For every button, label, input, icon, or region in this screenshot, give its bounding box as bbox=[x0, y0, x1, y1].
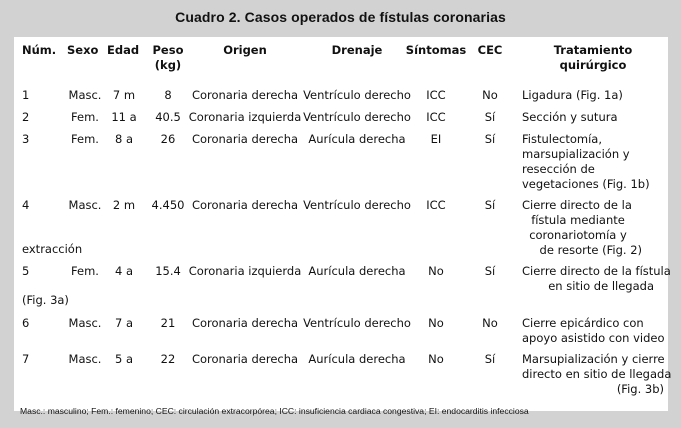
cell-tratamiento-line: en sitio de llegada bbox=[548, 279, 654, 293]
cell-drenaje: Ventrículo derecho bbox=[303, 316, 411, 330]
cell-peso: 22 bbox=[160, 352, 176, 366]
cell-origen: Coronaria izquierda bbox=[188, 264, 302, 278]
cell-cec: No bbox=[482, 88, 498, 102]
cell-sintomas: No bbox=[428, 316, 444, 330]
header-peso-unit: (kg) bbox=[154, 58, 182, 72]
cell-cec: Sí bbox=[484, 264, 496, 278]
cell-tratamiento-line: marsupialización y bbox=[522, 147, 630, 161]
cell-origen: Coronaria derecha bbox=[191, 316, 299, 330]
cell-tratamiento-line: Marsupialización y cierre bbox=[522, 352, 665, 366]
cell-sintomas: ICC bbox=[426, 88, 446, 102]
cell-origen: Coronaria derecha bbox=[191, 352, 299, 366]
cell-cec: Sí bbox=[484, 352, 496, 366]
cell-drenaje: Ventrículo derecho bbox=[303, 88, 411, 102]
header-num: Núm. bbox=[22, 43, 57, 57]
cell-tratamiento-line: Cierre directo de la bbox=[522, 198, 632, 212]
cell-tratamiento-line: Cierre directo de la fístula bbox=[522, 264, 671, 278]
cell-sexo: Masc. bbox=[68, 316, 102, 330]
header-edad: Edad bbox=[107, 43, 140, 57]
cell-edad: 2 m bbox=[112, 198, 136, 212]
cell-sexo: Fem. bbox=[71, 110, 99, 124]
cell-sexo: Masc. bbox=[68, 88, 102, 102]
cell-sintomas: No bbox=[428, 264, 444, 278]
cell-origen: Coronaria derecha bbox=[191, 88, 299, 102]
cell-drenaje: Aurícula derecha bbox=[308, 352, 406, 366]
cell-tratamiento-line: apoyo asistido con video bbox=[522, 331, 665, 345]
cell-peso: 15.4 bbox=[155, 264, 181, 278]
cell-tratamiento-line: Cierre epicárdico con bbox=[522, 316, 644, 330]
cell-sintomas: EI bbox=[430, 132, 442, 146]
header-cec: CEC bbox=[477, 43, 503, 57]
cell-cec: No bbox=[482, 316, 498, 330]
cell-tratamiento-line: Fistulectomía, bbox=[522, 132, 603, 146]
cell-drenaje: Ventrículo derecho bbox=[303, 198, 411, 212]
cell-cec: Sí bbox=[484, 198, 496, 212]
cell-peso: 21 bbox=[160, 316, 176, 330]
cell-sexo: Fem. bbox=[71, 264, 99, 278]
cell-edad: 8 a bbox=[114, 132, 134, 146]
cell-edad: 7 m bbox=[112, 88, 136, 102]
cell-drenaje: Aurícula derecha bbox=[308, 264, 406, 278]
header-tratamiento: Tratamiento bbox=[553, 43, 633, 57]
header-tratamiento-2: quirúrgico bbox=[559, 58, 627, 72]
cell-sexo: Masc. bbox=[68, 198, 102, 212]
cell-edad: 4 a bbox=[114, 264, 134, 278]
cell-num: 3 bbox=[22, 132, 30, 146]
cell-num: 1 bbox=[22, 88, 30, 102]
cell-tratamiento-line: (Fig. 3b) bbox=[616, 382, 664, 396]
header-drenaje: Drenaje bbox=[331, 43, 383, 57]
cell-tratamiento-line: Ligadura (Fig. 1a) bbox=[522, 88, 623, 102]
cell-tratamiento-line: directo en sitio de llegada bbox=[522, 367, 672, 381]
cell-tratamiento-overflow: (Fig. 3a) bbox=[22, 293, 69, 307]
cell-tratamiento-overflow: extracción bbox=[22, 242, 83, 256]
cell-tratamiento-line: de resorte (Fig. 2) bbox=[539, 243, 642, 257]
cell-peso: 26 bbox=[160, 132, 176, 146]
cell-sexo: Fem. bbox=[71, 132, 99, 146]
table-title: Cuadro 2. Casos operados de fístulas coronarias bbox=[175, 9, 506, 25]
footnote: Masc.: masculino; Fem.: femenino; CEC: circulación extracorpórea; ICC: insuficiencia cardiaca congestiva; EI: endocarditis infecciosa bbox=[20, 406, 529, 416]
header-sexo: Sexo bbox=[67, 43, 99, 57]
cell-tratamiento-line: coronariotomía y bbox=[529, 228, 627, 242]
cell-sintomas: ICC bbox=[426, 198, 446, 212]
cell-num: 6 bbox=[22, 316, 30, 330]
cell-peso: 4.450 bbox=[151, 198, 185, 212]
cell-tratamiento-line: vegetaciones (Fig. 1b) bbox=[522, 177, 650, 191]
header-origen: Origen bbox=[223, 43, 267, 57]
cell-origen: Coronaria izquierda bbox=[188, 110, 302, 124]
cell-num: 5 bbox=[22, 264, 30, 278]
cell-origen: Coronaria derecha bbox=[191, 198, 299, 212]
cell-edad: 11 a bbox=[111, 110, 137, 124]
cell-sintomas: No bbox=[428, 352, 444, 366]
cell-edad: 7 a bbox=[114, 316, 134, 330]
cell-num: 7 bbox=[22, 352, 30, 366]
cell-drenaje: Ventrículo derecho bbox=[303, 110, 411, 124]
cell-tratamiento-line: Sección y sutura bbox=[522, 110, 618, 124]
header-peso: Peso bbox=[152, 43, 184, 57]
header-sintomas: Síntomas bbox=[405, 43, 467, 57]
cell-cec: Sí bbox=[484, 132, 496, 146]
cell-drenaje: Aurícula derecha bbox=[308, 132, 406, 146]
cell-cec: Sí bbox=[484, 110, 496, 124]
cell-sintomas: ICC bbox=[426, 110, 446, 124]
cell-tratamiento-line: fístula mediante bbox=[531, 213, 625, 227]
cell-edad: 5 a bbox=[114, 352, 134, 366]
cell-peso: 40.5 bbox=[155, 110, 181, 124]
cell-origen: Coronaria derecha bbox=[191, 132, 299, 146]
cell-peso: 8 bbox=[164, 88, 172, 102]
cell-num: 2 bbox=[22, 110, 30, 124]
cell-tratamiento-line: resección de bbox=[522, 162, 595, 176]
cell-sexo: Masc. bbox=[68, 352, 102, 366]
cell-num: 4 bbox=[22, 198, 30, 212]
